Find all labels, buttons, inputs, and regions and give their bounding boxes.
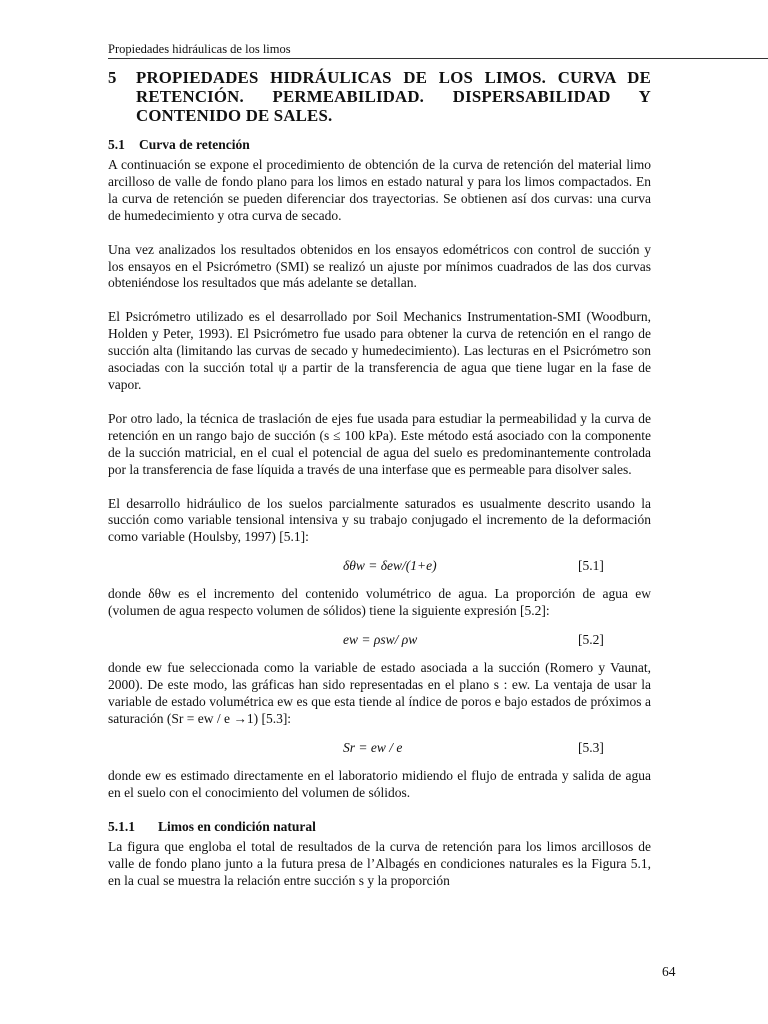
equation-expression: δθw = δew/(1+e) — [343, 558, 437, 574]
paragraph-6: donde δθw es el incremento del contenido volumétrico de agua. La proporción de agua ew (volumen de agua respecto volumen de sólidos) tiene la siguiente expresión [5.2]: — [108, 586, 651, 619]
equation-number: [5.3] — [578, 739, 604, 755]
section-heading — [108, 136, 651, 153]
equation-number: [5.2] — [578, 632, 604, 648]
chapter-heading — [108, 68, 651, 125]
chapter-number: 5 — [108, 68, 117, 87]
chapter-title: PROPIEDADES HIDRÁULICAS DE LOS LIMOS. CURVA DE RETENCIÓN. PERMEABILIDAD. DISPERSABILIDAD Y CONTENIDO DE SALES. — [136, 68, 651, 125]
subsection-number: 5.1.1 — [108, 819, 135, 835]
equation-expression: ew = ρsw/ ρw — [343, 632, 418, 648]
running-title: Propiedades hidráulicas de los limos — [108, 42, 291, 56]
equation-expression: Sr = ew / e — [343, 739, 403, 755]
paragraph-7: donde ew fue seleccionada como la variable de estado asociada a la succión (Romero y Vaunat, 2000). De este modo, las gráficas han sido representadas en el plano s : ew. La ventaja de usar la variable de estado volumétrica ew es que esta tiende al índice de poros e bajo estados de próximos a saturación (Sr = ew / e →1) [5.3]: — [108, 660, 651, 726]
paragraph-4: Por otro lado, la técnica de traslación de ejes fue usada para estudiar la permeabilidad y la curva de retención en un rango bajo de succión (s ≤ 100 kPa). Este método está asociado con la componente de la succión matricial, en el cual el potencial de agua del suelo es predominantemente controlada por la transferencia de fase líquida a través de una interfase que es permeable para disolver sales. — [108, 410, 651, 477]
section-title: Curva de retención — [139, 137, 250, 152]
equation-5-3 — [108, 736, 651, 762]
page-number: 64 — [662, 964, 676, 979]
paragraph-8: donde ew es estimado directamente en el laboratorio midiendo el flujo de entrada y salida de agua en el suelo con el conocimiento del volumen de sólidos. — [108, 767, 651, 800]
subsection-heading — [108, 818, 651, 835]
equation-5-2 — [108, 628, 651, 654]
paragraph-9: La figura que engloba el total de resultados de la curva de retención para los limos arcillosos de valle de fondo plano junto a la futura presa de l’Albagés en condiciones naturales es la Figura 5.1, en la cual se muestra la relación entre succión s y la proporción — [108, 839, 651, 889]
paragraph-1: A continuación se expone el procedimiento de obtención de la curva de retención del material limo arcilloso de valle de fondo plano para los limos en estado natural y para los limos compactados. En la curva de retención se pueden diferenciar dos trayectorias. Se obtienen así dos curvas: una curva de humedecimiento y otra curva de secado. — [108, 157, 651, 223]
equation-number: [5.1] — [578, 558, 604, 574]
equation-5-1 — [108, 554, 651, 580]
running-header — [108, 41, 768, 59]
paragraph-5: El desarrollo hidráulico de los suelos parcialmente saturados es usualmente descrito usando la succión como variable tensional intensiva y su trabajo conjugado el incremento de la deformación como variable (Houlsby, 1997) [5.1]: — [108, 495, 651, 545]
paragraph-3: El Psicrómetro utilizado es el desarrollado por Soil Mechanics Instrumentation-SMI (Woodburn, Holden y Peter, 1993). El Psicrómetro fue usado para obtener la curva de retención en el rango de succión alta (limitando las curvas de secado y humedecimiento). Las lecturas en el Psicrómetro son asociadas con la succión total ψ a partir de la transferencia de agua que tiene lugar en la fase de vapor. — [108, 309, 651, 392]
subsection-title: Limos en condición natural — [158, 819, 316, 835]
page-body — [108, 68, 651, 890]
paragraph-2: Una vez analizados los resultados obtenidos en los ensayos edométricos con control de succión y los ensayos en el Psicrómetro (SMI) se realizó un ajuste por mínimos cuadrados de las dos curvas obteniéndose los resultados que más adelante se detallan. — [108, 241, 651, 291]
section-number: 5.1 — [108, 137, 125, 152]
